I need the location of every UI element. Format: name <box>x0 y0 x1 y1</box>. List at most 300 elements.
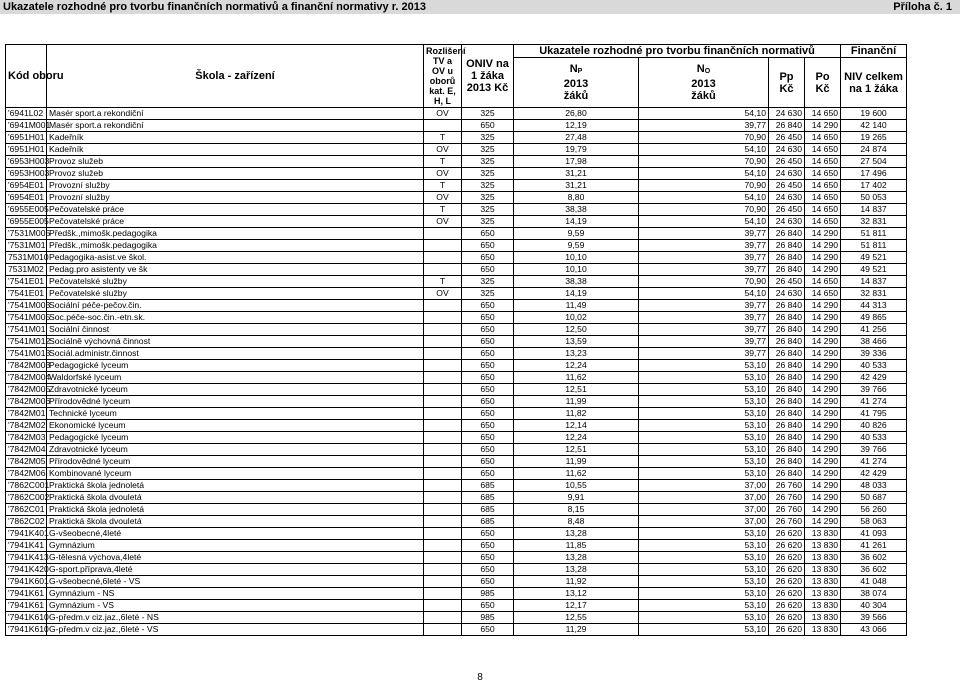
cell-kod: '7541M003 <box>6 300 47 312</box>
cell-po: 14 290 <box>805 384 841 396</box>
cell-skola: Sociál.administr.činnost <box>47 348 424 360</box>
cell-niv: 39 566 <box>841 612 907 624</box>
cell-oniv: 650 <box>462 228 514 240</box>
table-row <box>6 204 907 216</box>
cell-no: 70,90 <box>639 276 769 288</box>
cell-pp: 26 840 <box>769 396 805 408</box>
table-row <box>6 420 907 432</box>
cell-skola: Praktická škola dvouletá <box>47 492 424 504</box>
cell-pp: 26 620 <box>769 564 805 576</box>
cell-no: 39,77 <box>639 300 769 312</box>
table-row <box>6 612 907 624</box>
cell-no: 39,77 <box>639 228 769 240</box>
cell-no: 39,77 <box>639 324 769 336</box>
cell-no: 53,10 <box>639 396 769 408</box>
cell-oniv: 650 <box>462 564 514 576</box>
cell-skola: Zdravotnické lyceum <box>47 444 424 456</box>
cell-np: 11,49 <box>514 300 639 312</box>
cell-no: 54,10 <box>639 144 769 156</box>
cell-np: 17,98 <box>514 156 639 168</box>
cell-niv: 49 521 <box>841 264 907 276</box>
cell-po: 13 830 <box>805 624 841 636</box>
cell-oniv: 325 <box>462 156 514 168</box>
cell-rozliseni <box>424 300 462 312</box>
cell-oniv: 650 <box>462 456 514 468</box>
cell-np: 13,28 <box>514 564 639 576</box>
cell-pp: 26 760 <box>769 492 805 504</box>
cell-niv: 50 053 <box>841 192 907 204</box>
cell-rozliseni <box>424 372 462 384</box>
group-title: Ukazatele rozhodné pro tvorbu finančních normativů <box>514 45 841 58</box>
cell-niv: 32 831 <box>841 216 907 228</box>
cell-oniv: 325 <box>462 168 514 180</box>
cell-kod: '7541E01 <box>6 288 47 300</box>
cell-po: 14 290 <box>805 300 841 312</box>
cell-kod: '7862C02 <box>6 516 47 528</box>
cell-pp: 26 620 <box>769 588 805 600</box>
cell-kod: '7541M01 <box>6 324 47 336</box>
table-row <box>6 576 907 588</box>
cell-niv: 50 687 <box>841 492 907 504</box>
cell-pp: 26 840 <box>769 456 805 468</box>
cell-oniv: 650 <box>462 396 514 408</box>
cell-kod: '6954E01 <box>6 192 47 204</box>
cell-np: 19,79 <box>514 144 639 156</box>
cell-po: 14 290 <box>805 372 841 384</box>
cell-pp: 26 620 <box>769 552 805 564</box>
cell-oniv: 650 <box>462 312 514 324</box>
cell-skola: Pedagogika-asist.ve škol. <box>47 252 424 264</box>
cell-no: 70,90 <box>639 180 769 192</box>
cell-niv: 39 766 <box>841 444 907 456</box>
cell-oniv: 650 <box>462 264 514 276</box>
table-row <box>6 312 907 324</box>
cell-rozliseni <box>424 336 462 348</box>
table-row <box>6 324 907 336</box>
cell-pp: 26 840 <box>769 420 805 432</box>
cell-niv: 51 811 <box>841 240 907 252</box>
cell-kod: '7941K41 <box>6 540 47 552</box>
cell-niv: 17 402 <box>841 180 907 192</box>
table-row <box>6 180 907 192</box>
table-row <box>6 228 907 240</box>
cell-po: 14 290 <box>805 324 841 336</box>
cell-no: 53,10 <box>639 612 769 624</box>
cell-rozliseni <box>424 384 462 396</box>
cell-rozliseni <box>424 432 462 444</box>
table-row <box>6 348 907 360</box>
cell-kod: '6953H003 <box>6 168 47 180</box>
cell-rozliseni <box>424 120 462 132</box>
cell-kod: '7531M005 <box>6 228 47 240</box>
cell-oniv: 325 <box>462 180 514 192</box>
cell-pp: 26 840 <box>769 360 805 372</box>
cell-oniv: 325 <box>462 132 514 144</box>
cell-kod: '7842M06 <box>6 468 47 480</box>
cell-oniv: 650 <box>462 624 514 636</box>
cell-skola: Ekonomické lyceum <box>47 420 424 432</box>
cell-po: 14 290 <box>805 420 841 432</box>
cell-oniv: 650 <box>462 240 514 252</box>
cell-pp: 24 630 <box>769 288 805 300</box>
cell-pp: 24 630 <box>769 108 805 120</box>
cell-skola: Pečovatelské práce <box>47 216 424 228</box>
cell-no: 70,90 <box>639 156 769 168</box>
fin-title: Finanční <box>841 45 907 58</box>
cell-po: 14 290 <box>805 444 841 456</box>
cell-kod: '7941K61 <box>6 600 47 612</box>
cell-no: 39,77 <box>639 252 769 264</box>
table-row <box>6 552 907 564</box>
cell-rozliseni <box>424 420 462 432</box>
cell-skola: Praktická škola dvouletá <box>47 516 424 528</box>
table-row <box>6 540 907 552</box>
cell-niv: 27 504 <box>841 156 907 168</box>
cell-oniv: 650 <box>462 552 514 564</box>
cell-oniv: 685 <box>462 480 514 492</box>
cell-pp: 26 620 <box>769 576 805 588</box>
table-row <box>6 288 907 300</box>
col-skola-zarizeni: Škola - zařízení <box>47 45 424 108</box>
cell-pp: 26 840 <box>769 300 805 312</box>
cell-niv: 41 795 <box>841 408 907 420</box>
cell-rozliseni <box>424 264 462 276</box>
cell-niv: 51 811 <box>841 228 907 240</box>
cell-pp: 26 840 <box>769 348 805 360</box>
cell-pp: 26 840 <box>769 252 805 264</box>
cell-oniv: 650 <box>462 468 514 480</box>
cell-pp: 26 760 <box>769 480 805 492</box>
cell-np: 11,29 <box>514 624 639 636</box>
cell-skola: Gymnázium - NS <box>47 588 424 600</box>
cell-rozliseni <box>424 228 462 240</box>
cell-po: 14 650 <box>805 288 841 300</box>
table-row <box>6 336 907 348</box>
table-row <box>6 252 907 264</box>
cell-pp: 26 840 <box>769 228 805 240</box>
cell-no: 37,00 <box>639 480 769 492</box>
cell-skola: Předšk.,mimošk.pedagogika <box>47 228 424 240</box>
cell-niv: 24 874 <box>841 144 907 156</box>
cell-np: 12,55 <box>514 612 639 624</box>
cell-no: 54,10 <box>639 288 769 300</box>
cell-niv: 41 048 <box>841 576 907 588</box>
cell-oniv: 325 <box>462 192 514 204</box>
cell-no: 39,77 <box>639 240 769 252</box>
cell-rozliseni <box>424 516 462 528</box>
cell-rozliseni: T <box>424 180 462 192</box>
cell-no: 39,77 <box>639 120 769 132</box>
cell-no: 39,77 <box>639 312 769 324</box>
cell-np: 38,38 <box>514 276 639 288</box>
cell-no: 53,10 <box>639 564 769 576</box>
cell-niv: 36 602 <box>841 564 907 576</box>
cell-po: 14 290 <box>805 504 841 516</box>
cell-niv: 58 063 <box>841 516 907 528</box>
cell-rozliseni: T <box>424 204 462 216</box>
cell-pp: 26 840 <box>769 384 805 396</box>
cell-no: 70,90 <box>639 204 769 216</box>
cell-rozliseni <box>424 396 462 408</box>
cell-pp: 26 840 <box>769 240 805 252</box>
cell-pp: 26 620 <box>769 612 805 624</box>
cell-no: 53,10 <box>639 576 769 588</box>
col-kod-oboru: Kód oboru <box>6 45 47 108</box>
cell-kod: '7941K401 <box>6 528 47 540</box>
cell-np: 10,02 <box>514 312 639 324</box>
cell-po: 14 650 <box>805 180 841 192</box>
cell-skola: Provoz služeb <box>47 156 424 168</box>
cell-niv: 17 496 <box>841 168 907 180</box>
table-row <box>6 216 907 228</box>
cell-kod: '7862C001 <box>6 480 47 492</box>
cell-rozliseni: OV <box>424 192 462 204</box>
cell-oniv: 650 <box>462 600 514 612</box>
cell-np: 11,85 <box>514 540 639 552</box>
cell-kod: '6955E005 <box>6 216 47 228</box>
document-title: Ukazatele rozhodné pro tvorbu finančních normativů a finanční normativy r. 2013 <box>3 1 426 13</box>
cell-rozliseni <box>424 624 462 636</box>
table-row <box>6 384 907 396</box>
cell-oniv: 650 <box>462 420 514 432</box>
cell-niv: 40 304 <box>841 600 907 612</box>
cell-np: 14,19 <box>514 216 639 228</box>
cell-kod: 7531M02 <box>6 264 47 276</box>
cell-kod: '7842M02 <box>6 420 47 432</box>
cell-skola: Kombinované lyceum <box>47 468 424 480</box>
cell-po: 14 290 <box>805 240 841 252</box>
cell-no: 53,10 <box>639 408 769 420</box>
cell-oniv: 650 <box>462 408 514 420</box>
cell-po: 13 830 <box>805 528 841 540</box>
cell-no: 53,10 <box>639 552 769 564</box>
cell-po: 14 650 <box>805 192 841 204</box>
table-row <box>6 408 907 420</box>
cell-po: 14 290 <box>805 492 841 504</box>
cell-pp: 26 450 <box>769 156 805 168</box>
cell-no: 53,10 <box>639 372 769 384</box>
cell-rozliseni <box>424 252 462 264</box>
cell-skola: Provoz služeb <box>47 168 424 180</box>
cell-oniv: 325 <box>462 144 514 156</box>
cell-niv: 38 074 <box>841 588 907 600</box>
cell-rozliseni <box>424 468 462 480</box>
cell-rozliseni <box>424 576 462 588</box>
cell-skola: Soc.péče-soc.čin.-etn.sk. <box>47 312 424 324</box>
cell-np: 12,14 <box>514 420 639 432</box>
cell-niv: 42 140 <box>841 120 907 132</box>
cell-no: 54,10 <box>639 108 769 120</box>
cell-rozliseni: OV <box>424 144 462 156</box>
cell-rozliseni <box>424 528 462 540</box>
cell-np: 13,23 <box>514 348 639 360</box>
cell-rozliseni: T <box>424 156 462 168</box>
cell-niv: 14 837 <box>841 276 907 288</box>
col-po: Po Kč <box>805 58 841 108</box>
cell-rozliseni: OV <box>424 108 462 120</box>
cell-pp: 24 630 <box>769 168 805 180</box>
cell-po: 13 830 <box>805 600 841 612</box>
table-row <box>6 444 907 456</box>
cell-po: 14 290 <box>805 468 841 480</box>
cell-niv: 43 066 <box>841 624 907 636</box>
table-row <box>6 360 907 372</box>
cell-skola: G-tělesná výchova,4leté <box>47 552 424 564</box>
cell-pp: 24 630 <box>769 216 805 228</box>
cell-pp: 26 450 <box>769 276 805 288</box>
cell-pp: 26 760 <box>769 504 805 516</box>
col-rozliseni: Rozlišení TV a OV u oborů kat. E, H, L <box>424 45 462 108</box>
cell-skola: Pedag.pro asistenty ve šk <box>47 264 424 276</box>
cell-kod: '7531M01 <box>6 240 47 252</box>
cell-np: 9,59 <box>514 228 639 240</box>
table-row <box>6 120 907 132</box>
cell-oniv: 650 <box>462 384 514 396</box>
cell-no: 53,10 <box>639 384 769 396</box>
cell-no: 39,77 <box>639 264 769 276</box>
cell-np: 11,62 <box>514 372 639 384</box>
cell-po: 14 290 <box>805 264 841 276</box>
cell-rozliseni <box>424 552 462 564</box>
cell-po: 14 650 <box>805 156 841 168</box>
cell-skola: Přírodovědné lyceum <box>47 456 424 468</box>
cell-skola: Pečovatelské práce <box>47 204 424 216</box>
cell-rozliseni <box>424 312 462 324</box>
cell-pp: 26 620 <box>769 540 805 552</box>
cell-oniv: 325 <box>462 108 514 120</box>
cell-niv: 40 533 <box>841 360 907 372</box>
cell-pp: 24 630 <box>769 144 805 156</box>
cell-kod: '7541M005 <box>6 312 47 324</box>
col-no: NO 2013 žáků <box>639 58 769 108</box>
cell-np: 12,51 <box>514 444 639 456</box>
table-row <box>6 432 907 444</box>
cell-pp: 26 840 <box>769 468 805 480</box>
cell-np: 8,48 <box>514 516 639 528</box>
col-niv: NIV celkem na 1 žáka <box>841 58 907 108</box>
cell-np: 38,38 <box>514 204 639 216</box>
cell-kod: '6955E005 <box>6 204 47 216</box>
cell-kod: '7941K610 <box>6 612 47 624</box>
cell-oniv: 325 <box>462 216 514 228</box>
cell-rozliseni <box>424 504 462 516</box>
cell-oniv: 650 <box>462 540 514 552</box>
cell-oniv: 650 <box>462 120 514 132</box>
table-row <box>6 456 907 468</box>
cell-no: 54,10 <box>639 192 769 204</box>
cell-oniv: 650 <box>462 360 514 372</box>
cell-kod: '7842M004 <box>6 372 47 384</box>
cell-rozliseni <box>424 588 462 600</box>
cell-kod: '7842M03 <box>6 432 47 444</box>
cell-niv: 36 602 <box>841 552 907 564</box>
cell-pp: 26 620 <box>769 624 805 636</box>
cell-niv: 42 429 <box>841 372 907 384</box>
cell-niv: 14 837 <box>841 204 907 216</box>
cell-rozliseni <box>424 540 462 552</box>
cell-no: 53,10 <box>639 588 769 600</box>
cell-skola: Provozní služby <box>47 180 424 192</box>
cell-rozliseni <box>424 612 462 624</box>
cell-niv: 56 260 <box>841 504 907 516</box>
cell-skola: Gymnázium - VS <box>47 600 424 612</box>
cell-oniv: 650 <box>462 252 514 264</box>
cell-no: 53,10 <box>639 468 769 480</box>
cell-rozliseni <box>424 480 462 492</box>
cell-po: 14 290 <box>805 480 841 492</box>
cell-po: 14 290 <box>805 456 841 468</box>
cell-no: 53,10 <box>639 432 769 444</box>
cell-rozliseni <box>424 324 462 336</box>
cell-oniv: 685 <box>462 516 514 528</box>
cell-po: 14 290 <box>805 312 841 324</box>
cell-np: 12,17 <box>514 600 639 612</box>
table-row <box>6 396 907 408</box>
cell-pp: 26 450 <box>769 132 805 144</box>
cell-niv: 44 313 <box>841 300 907 312</box>
cell-pp: 24 630 <box>769 192 805 204</box>
cell-kod: '7541E01 <box>6 276 47 288</box>
cell-np: 9,91 <box>514 492 639 504</box>
cell-pp: 26 840 <box>769 264 805 276</box>
cell-oniv: 650 <box>462 432 514 444</box>
cell-skola: Sociální činnost <box>47 324 424 336</box>
cell-skola: Sociální péče-pečov.čin. <box>47 300 424 312</box>
cell-pp: 26 840 <box>769 312 805 324</box>
cell-rozliseni <box>424 240 462 252</box>
cell-skola: G-všeobecné,6leté - VS <box>47 576 424 588</box>
cell-rozliseni <box>424 408 462 420</box>
cell-rozliseni <box>424 492 462 504</box>
cell-pp: 26 840 <box>769 120 805 132</box>
table-row <box>6 480 907 492</box>
table-row <box>6 144 907 156</box>
cell-oniv: 650 <box>462 336 514 348</box>
table-body <box>6 108 907 636</box>
cell-pp: 26 620 <box>769 528 805 540</box>
cell-oniv: 325 <box>462 204 514 216</box>
table-row <box>6 300 907 312</box>
cell-rozliseni <box>424 564 462 576</box>
table-row <box>6 240 907 252</box>
cell-np: 13,12 <box>514 588 639 600</box>
cell-kod: '7862C01 <box>6 504 47 516</box>
cell-oniv: 650 <box>462 372 514 384</box>
cell-no: 53,10 <box>639 600 769 612</box>
cell-skola: Praktická škola jednoletá <box>47 480 424 492</box>
cell-kod: '6951H01 <box>6 144 47 156</box>
cell-np: 14,19 <box>514 288 639 300</box>
col-np: NP 2013 žáků <box>514 58 639 108</box>
cell-pp: 26 620 <box>769 600 805 612</box>
table-row <box>6 156 907 168</box>
cell-oniv: 650 <box>462 300 514 312</box>
cell-kod: '7842M005 <box>6 384 47 396</box>
cell-np: 10,55 <box>514 480 639 492</box>
cell-po: 14 290 <box>805 348 841 360</box>
cell-np: 13,59 <box>514 336 639 348</box>
cell-kod: '7842M01 <box>6 408 47 420</box>
cell-kod: '7941K61 <box>6 588 47 600</box>
cell-np: 13,28 <box>514 552 639 564</box>
cell-oniv: 650 <box>462 444 514 456</box>
cell-po: 13 830 <box>805 540 841 552</box>
cell-no: 37,00 <box>639 492 769 504</box>
cell-po: 14 290 <box>805 252 841 264</box>
cell-niv: 41 274 <box>841 456 907 468</box>
cell-np: 12,24 <box>514 432 639 444</box>
cell-np: 27,48 <box>514 132 639 144</box>
